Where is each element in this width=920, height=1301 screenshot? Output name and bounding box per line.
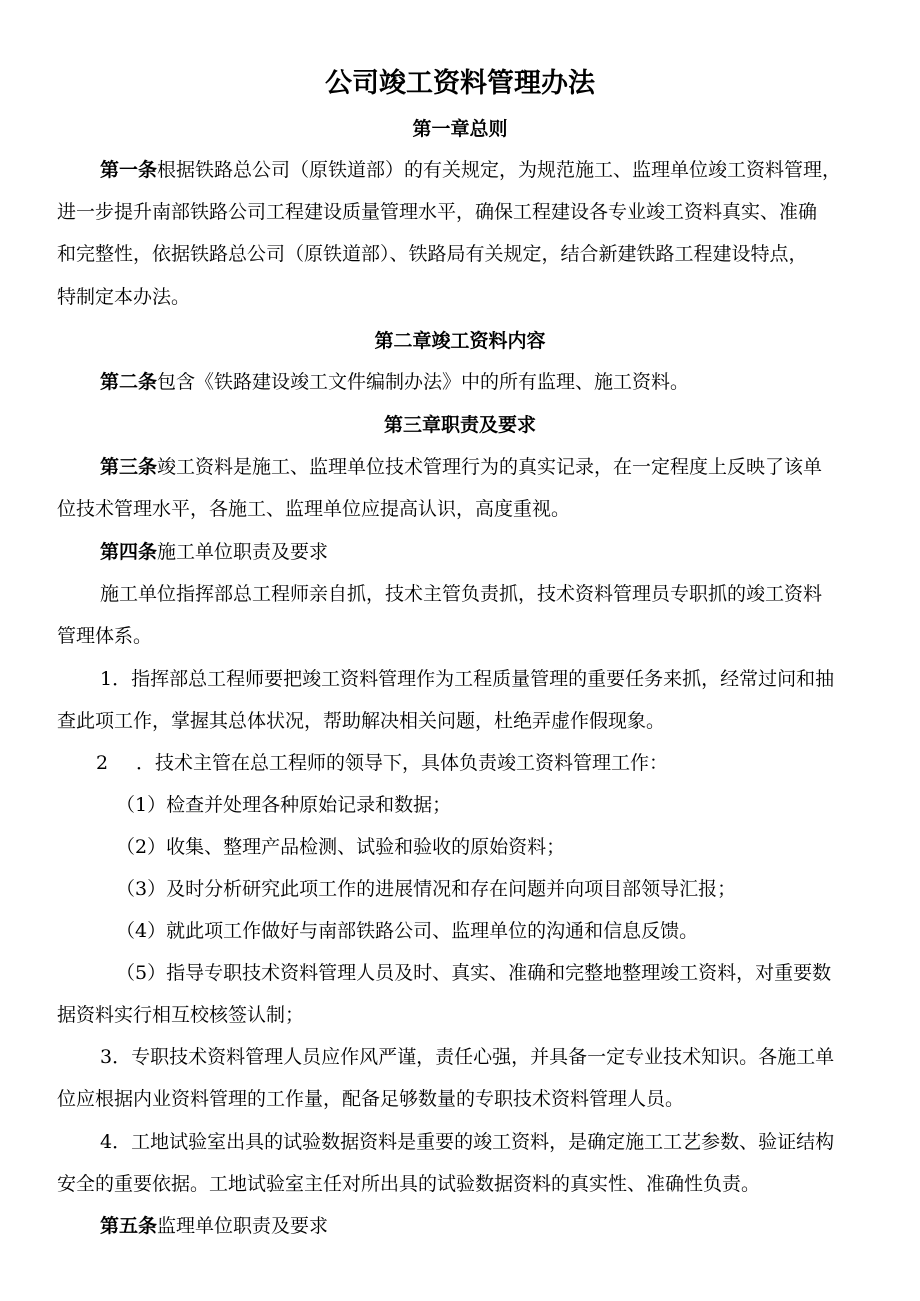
article-2-label: 第二条: [100, 371, 158, 393]
sub-item-2: （2）收集、整理产品检测、试验和验收的原始资料；: [116, 836, 566, 858]
article-1-line-3: 和完整性，依据铁路总公司（原铁道部）、铁路局有关规定，结合新建铁路工程建设特点，: [57, 243, 808, 265]
item-4-line-2: 安全的重要依据。工地试验室主任对所出具的试验数据资料的真实性、准确性负责。: [57, 1173, 761, 1195]
article-1-line-2: 进一步提升南部铁路公司工程建设质量管理水平，确保工程建设各专业竣工资料真实、准确: [57, 201, 818, 223]
article-1-label: 第一条: [100, 159, 158, 181]
article-1-line-1: 第一条根据铁路总公司（原铁道部）的有关规定，为规范施工、监理单位竣工资料管理，: [100, 159, 842, 181]
article-4-label: 第四条: [100, 541, 158, 563]
article-5-heading: 第五条监理单位职责及要求: [100, 1215, 329, 1237]
article-4-intro-line-1: 施工单位指挥部总工程师亲自抓，技术主管负责抓，技术资料管理员专职抓的竣工资料: [100, 583, 823, 605]
item-3-line-1: 3．专职技术资料管理人员应作风严谨，责任心强，并具备一定专业技术知识。各施工单: [100, 1046, 835, 1068]
chapter-3-heading: 第三章职责及要求: [383, 414, 536, 436]
article-3-label: 第三条: [100, 456, 158, 478]
article-4-intro-line-2: 管理体系。: [57, 625, 153, 647]
sub-item-1: （1）检查并处理各种原始记录和数据；: [116, 794, 452, 816]
item-1-line-2: 查此项工作，掌握其总体状况，帮助解决相关问题，杜绝弄虚作假现象。: [57, 710, 666, 732]
article-2: 第二条包含《铁路建设竣工文件编制办法》中的所有监理、施工资料。: [100, 371, 690, 393]
sub-item-5-line-2: 据资料实行相互校核签认制；: [57, 1004, 305, 1026]
item-4-line-1: 4．工地试验室出具的试验数据资料是重要的竣工资料，是确定施工工艺参数、验证结构: [100, 1131, 835, 1153]
document-title: 公司竣工资料管理办法: [325, 68, 595, 99]
item-2-text: ．技术主管在总工程师的领导下，具体负责竣工资料管理工作：: [136, 752, 669, 774]
sub-item-4: （4）就此项工作做好与南部铁路公司、监理单位的沟通和信息反馈。: [116, 920, 699, 942]
article-3-line-2: 位技术管理水平，各施工、监理单位应提高认识，高度重视。: [57, 498, 571, 520]
article-5-label: 第五条: [100, 1215, 158, 1237]
article-4-heading: 第四条施工单位职责及要求: [100, 541, 329, 563]
sub-item-3: （3）及时分析研究此项工作的进展情况和存在问题并向项目部领导汇报；: [116, 878, 737, 900]
chapter-2-heading: 第二章竣工资料内容: [374, 330, 546, 352]
chapter-1-heading: 第一章总则: [412, 118, 508, 140]
item-1-line-1: 1．指挥部总工程师要把竣工资料管理作为工程质量管理的重要任务来抓，经常过问和抽: [100, 668, 835, 690]
sub-item-5-line-1: （5）指导专职技术资料管理人员及时、真实、准确和完整地整理竣工资料，对重要数: [116, 962, 832, 984]
article-3-line-1: 第三条竣工资料是施工、监理单位技术管理行为的真实记录，在一定程度上反映了该单: [100, 456, 823, 478]
item-3-line-2: 位应根据内业资料管理的工作量，配备足够数量的专职技术资料管理人员。: [57, 1088, 685, 1110]
article-1-line-4: 特制定本办法。: [57, 286, 191, 308]
item-2-number: 2: [96, 752, 109, 774]
